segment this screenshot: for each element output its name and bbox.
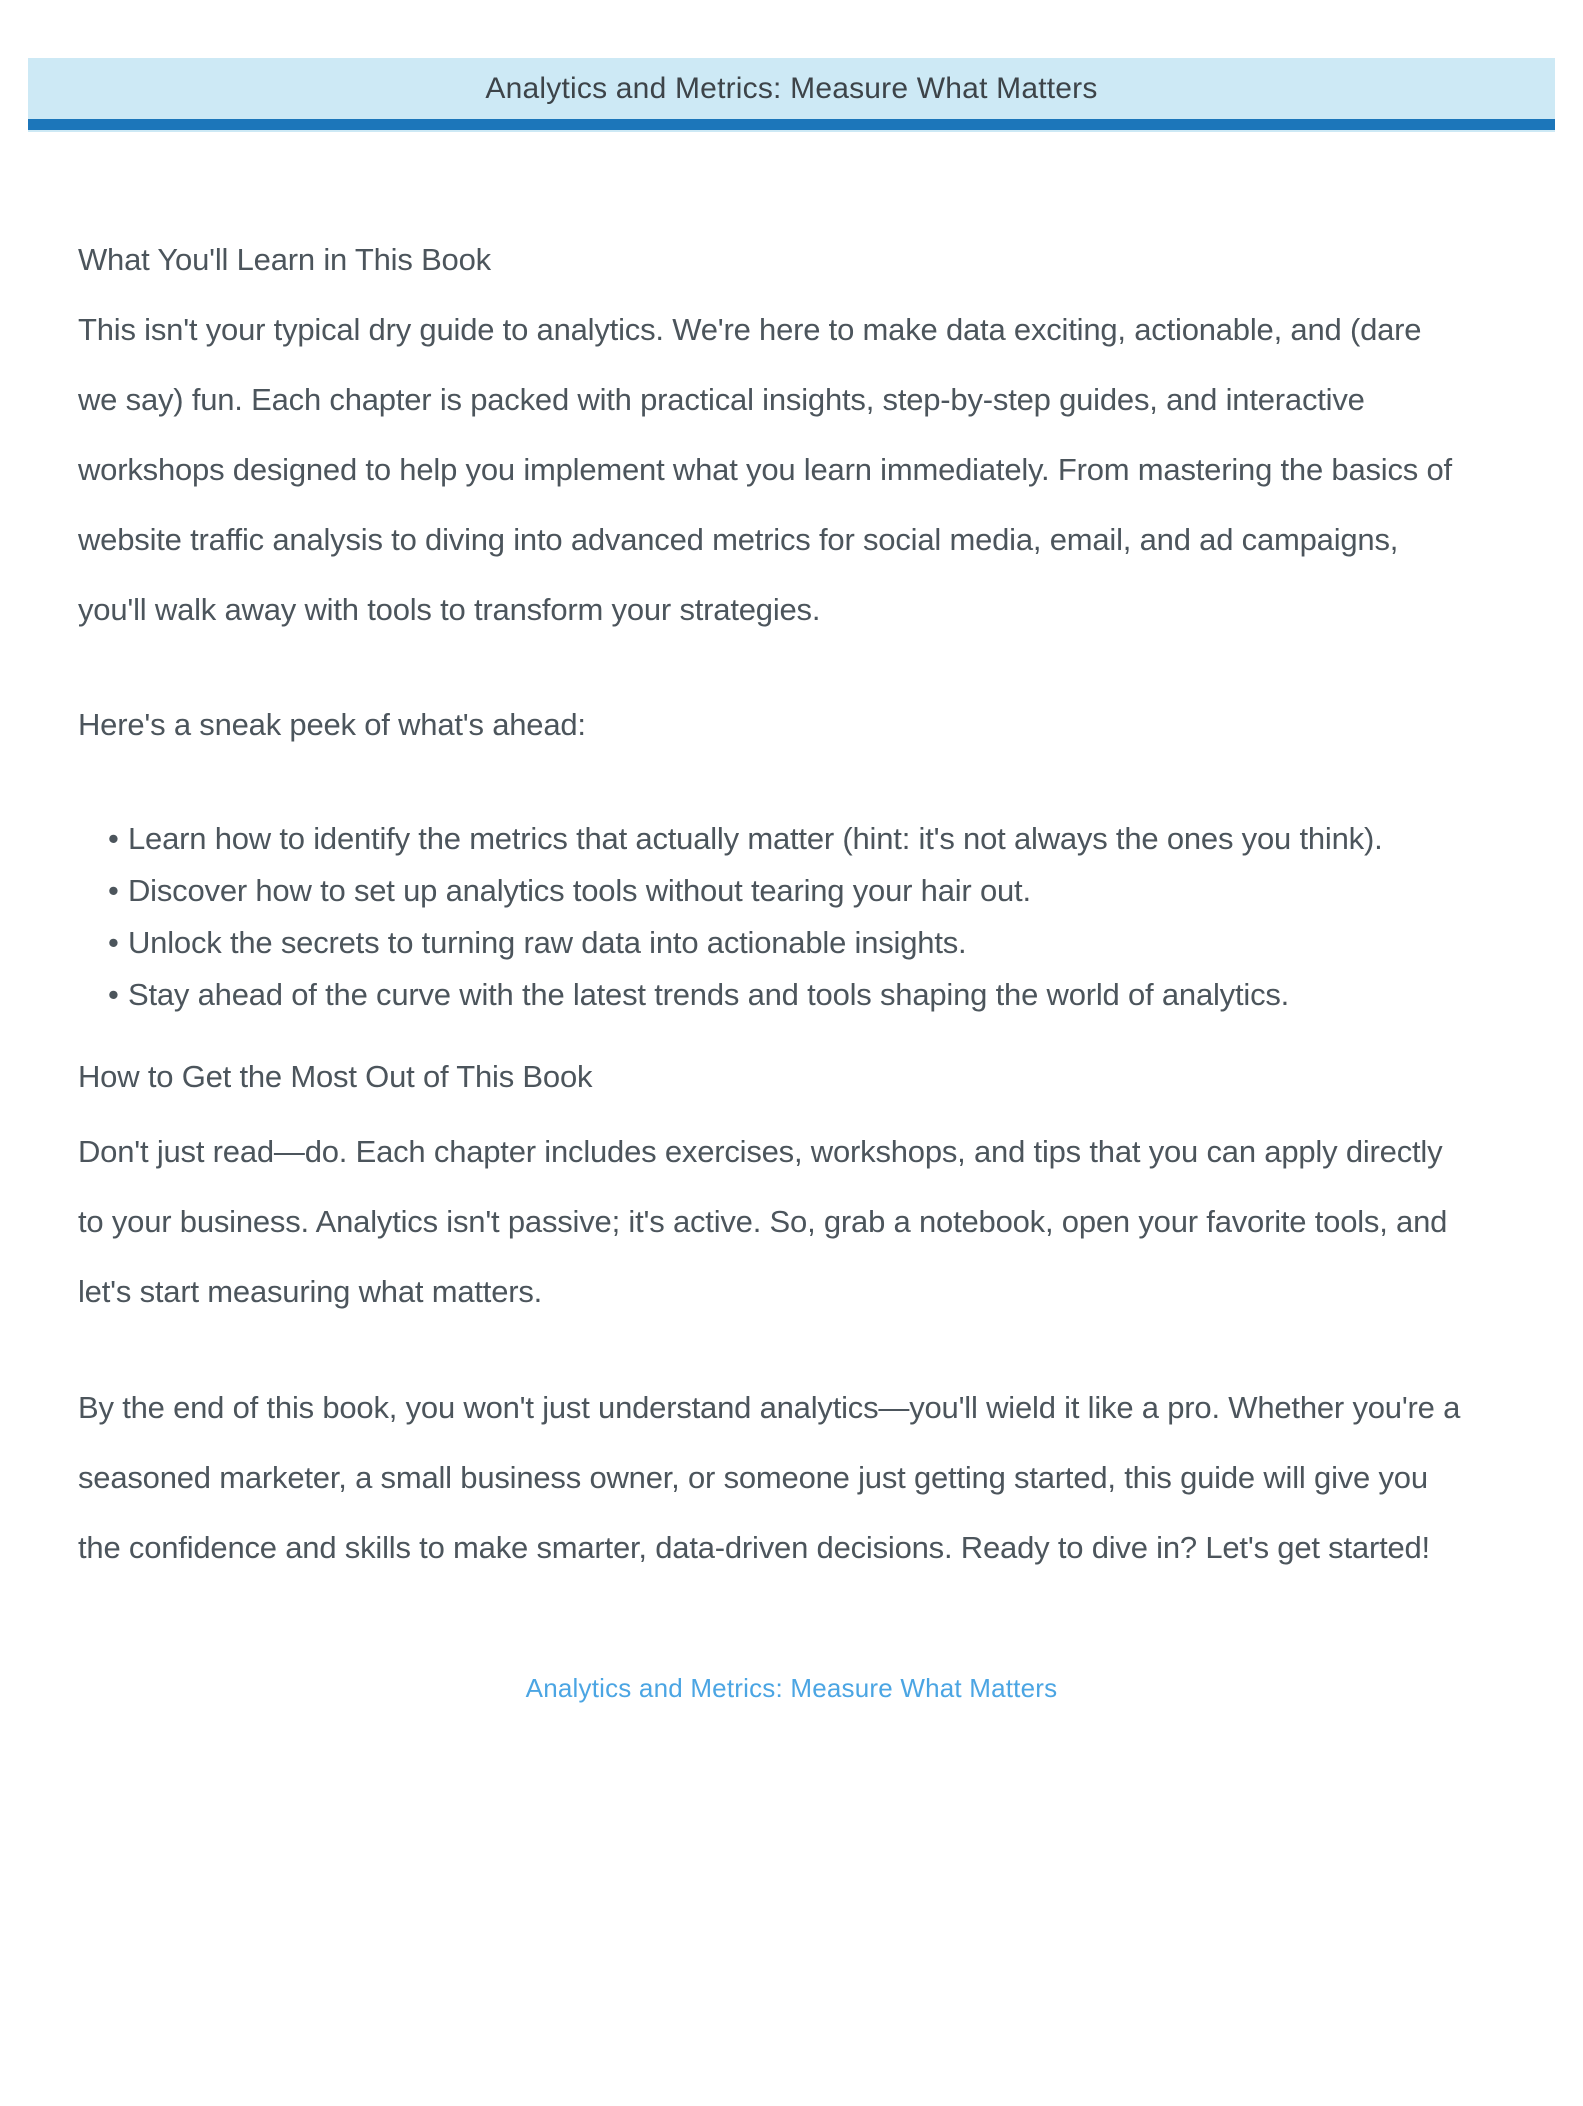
paragraph-sneak-peek-intro: Here's a sneak peek of what's ahead: bbox=[78, 707, 586, 742]
section-what-youll-learn bbox=[78, 225, 1523, 645]
page-header-banner bbox=[28, 58, 1555, 132]
book-page bbox=[0, 58, 1583, 2106]
section-heading-what-youll-learn: What You'll Learn in This Book bbox=[78, 242, 491, 277]
footer-title: Analytics and Metrics: Measure What Matters bbox=[525, 1673, 1058, 1703]
list-item-setup-tools: • Discover how to set up analytics tools without tearing your hair out. bbox=[78, 865, 1418, 917]
page-content bbox=[0, 225, 1583, 1583]
list-item-identify-metrics: • Learn how to identify the metrics that actually matter (hint: it's not always the ones you think). bbox=[78, 813, 1418, 865]
header-title: Analytics and Metrics: Measure What Matters bbox=[485, 71, 1098, 105]
section-heading-how-to-get-most: How to Get the Most Out of This Book bbox=[78, 1059, 593, 1094]
list-item-stay-ahead: • Stay ahead of the curve with the latest trends and tools shaping the world of analytics. bbox=[78, 969, 1418, 1021]
paragraph-how-to: Don't just read—do. Each chapter includes exercises, workshops, and tips that you can apply directly to your business. Analytics isn't passive; it's active. So, grab a notebook, open your favorite tools, and let's start measuring what matters. bbox=[78, 1134, 1448, 1309]
page-footer bbox=[0, 1673, 1583, 1704]
list-item-raw-data-insights: • Unlock the secrets to turning raw data into actionable insights. bbox=[78, 917, 1418, 969]
paragraph-closing: By the end of this book, you won't just understand analytics—you'll wield it like a pro. Whether you're a seasoned marketer, a small business owner, or someone just getting started, this guide will give you the confidence and skills to make smarter, data-driven decisions. Ready to dive in? Let's get started! bbox=[78, 1390, 1461, 1565]
paragraph-learn-overview: This isn't your typical dry guide to analytics. We're here to make data exciting, actionable, and (dare we say) fun. Each chapter is packed with practical insights, step-by-step guides, and interactive workshops designed to help you implement what you learn immediately. From mastering the basics of website traffic analysis to diving into advanced metrics for social media, email, and ad campaigns, you'll walk away with tools to transform your strategies. bbox=[78, 312, 1452, 627]
sneak-peek-list bbox=[78, 813, 1418, 1021]
header-divider-bar bbox=[28, 119, 1555, 130]
section-how-to-get-most bbox=[78, 1042, 1523, 1327]
